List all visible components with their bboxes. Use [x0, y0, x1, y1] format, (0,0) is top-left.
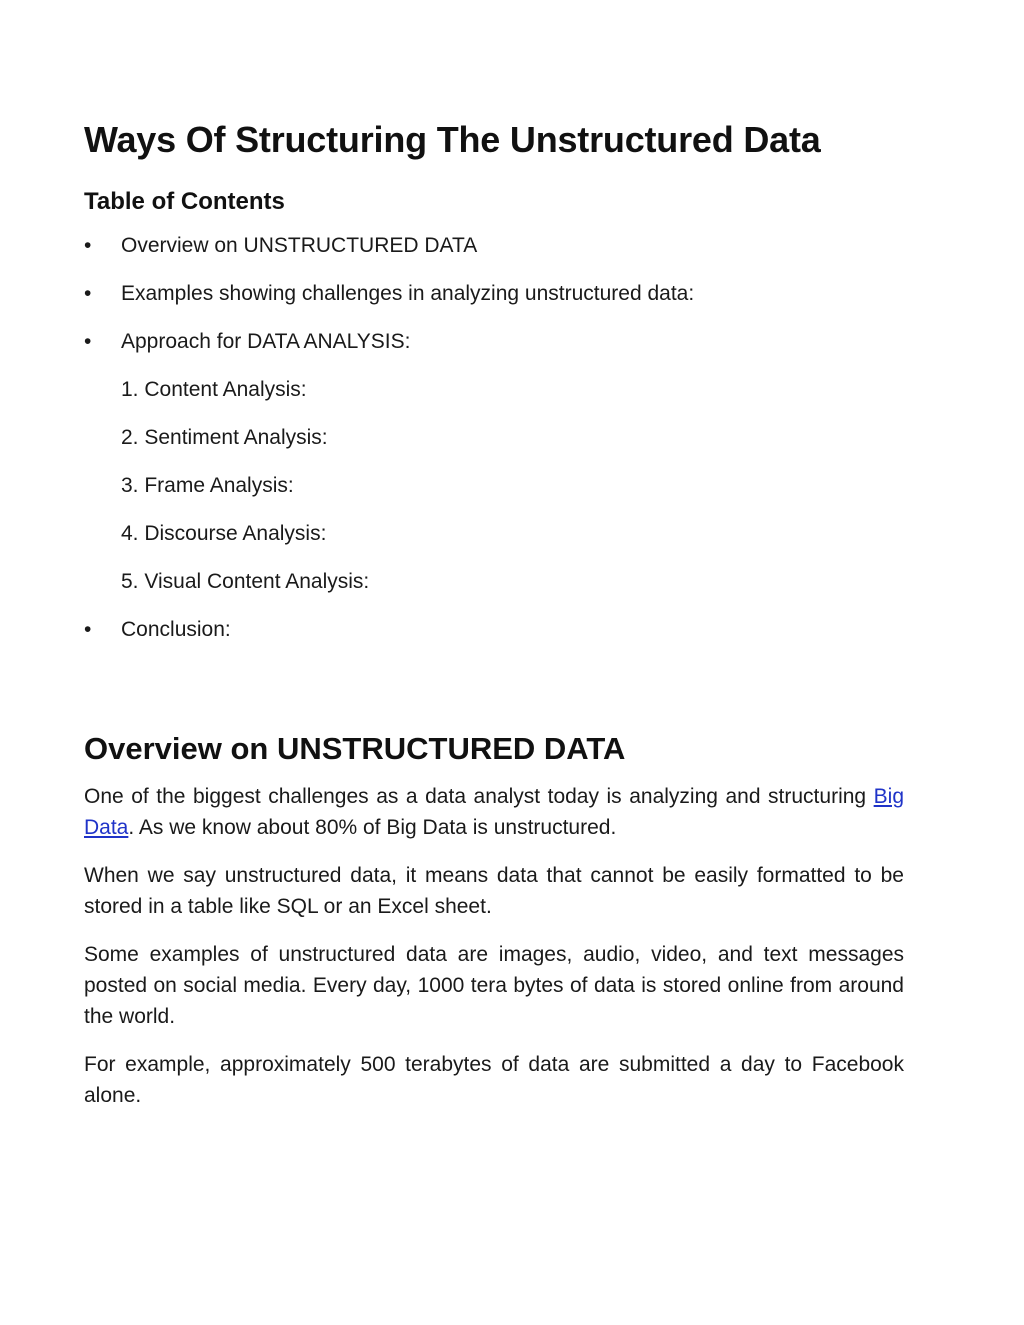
toc-heading: Table of Contents [84, 188, 285, 215]
toc-item-approach [84, 329, 904, 377]
toc-subitem-sentiment-analysis [84, 425, 904, 473]
toc-item-conclusion [84, 617, 904, 665]
toc-subitem-label: 4. Discourse Analysis: [121, 522, 327, 545]
bullet-icon: • [84, 330, 92, 353]
toc-subitem-label: 1. Content Analysis: [121, 378, 307, 401]
document-content [84, 118, 904, 1111]
bullet-icon: • [84, 234, 92, 257]
toc-item-label: Overview on UNSTRUCTURED DATA [121, 234, 478, 257]
paragraph-definition: When we say unstructured data, it means data that cannot be easily formatted to be stored in a table like SQL or an Excel sheet. [84, 864, 904, 918]
toc-item-overview [84, 233, 904, 281]
bullet-icon: • [84, 618, 92, 641]
bullet-icon: • [84, 282, 92, 305]
paragraph-examples: Some examples of unstructured data are images, audio, video, and text messages posted on social media. Every day, 1000 tera bytes of data is stored online from around the world. [84, 943, 904, 1028]
section-heading: Overview on UNSTRUCTURED DATA [84, 731, 626, 766]
toc-subitem-label: 3. Frame Analysis: [121, 474, 294, 497]
paragraph-facebook: For example, approximately 500 terabytes of data are submitted a day to Facebook alone. [84, 1053, 904, 1107]
toc-item-label: Approach for DATA ANALYSIS: [121, 330, 411, 353]
page-title: Ways Of Structuring The Unstructured Data [84, 119, 821, 160]
toc-subitem-visual-content-analysis [84, 569, 904, 617]
toc-item-label: Examples showing challenges in analyzing unstructured data: [121, 282, 695, 305]
toc-subitem-discourse-analysis [84, 521, 904, 569]
big-data-link[interactable]: Big Data [84, 785, 904, 839]
toc-item-label: Conclusion: [121, 618, 231, 641]
toc-subitem-content-analysis [84, 377, 904, 425]
toc-subitem-label: 5. Visual Content Analysis: [121, 570, 370, 593]
paragraph-text: . As we know about 80% of Big Data is unstructured. [128, 816, 617, 839]
toc-item-examples [84, 281, 904, 329]
toc-subitem-frame-analysis [84, 473, 904, 521]
paragraph-text: One of the biggest challenges as a data analyst today is analyzing and structuring [84, 785, 874, 808]
table-of-contents [84, 233, 904, 665]
paragraph-big-data [84, 781, 904, 843]
toc-subitem-label: 2. Sentiment Analysis: [121, 426, 328, 449]
